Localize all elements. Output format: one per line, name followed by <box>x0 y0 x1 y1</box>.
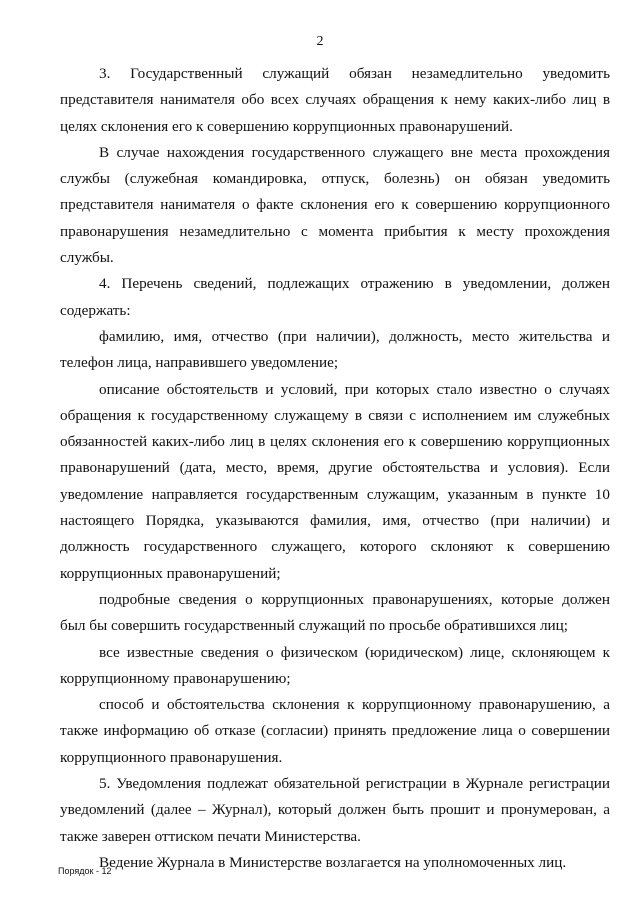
paragraph-item-name: фамилию, имя, отчество (при наличии), должность, место жительства и телефон лица, направившего уведомление; <box>60 327 610 372</box>
footer-label: Порядок - 12 <box>58 866 112 876</box>
paragraph-5-registration: 5. Уведомления подлежат обязательной регистрации в Журнале регистрации уведомлений (далее – Журнал), который должен быть прошит и пронумерован, а также заверен оттиском печати Министерства. <box>60 775 610 845</box>
paragraph-item-offense-details: подробные сведения о коррупционных правонарушениях, которые должен был бы совершить государственный служащий по просьбе обратившихся лиц; <box>60 590 610 635</box>
paragraph-item-person-info: все известные сведения о физическом (юридическом) лице, склоняющем к коррупционному правонарушению; <box>60 643 610 687</box>
paragraph-item-method: способ и обстоятельства склонения к коррупционному правонарушению, а также информацию об отказе (согласии) принять предложение лица о совершении коррупционного правонарушения. <box>60 696 610 766</box>
document-body <box>60 61 610 876</box>
paragraph-item-circumstances: описание обстоятельств и условий, при которых стало известно о случаях обращения к государственному служащему в связи с исполнением им служебных обязанностей каких-либо лиц в целях склонения его к совершению коррупционных правонарушений (дата, место, время, другие обстоятельства и условия). Если уведомление направляется государственным служащим, указанным в пункте 10 настоящего Порядка, указываются фамилия, имя, отчество (при наличии) и должность государственного служащего, которого склоняют к совершению коррупционных правонарушений; <box>60 380 610 582</box>
page-number: 2 <box>316 34 324 49</box>
paragraph-absence-case: В случае нахождения государственного служащего вне места прохождения службы (служебная командировка, отпуск, болезнь) он обязан уведомить представителя нанимателя о факте склонения его к совершению коррупционного правонарушения незамедлительно с момента прибытия к месту прохождения службы. <box>60 143 610 267</box>
paragraph-4-list-heading: 4. Перечень сведений, подлежащих отражению в уведомлении, должен содержать: <box>60 275 610 319</box>
paragraph-3-notification-duty: 3. Государственный служащий обязан незамедлительно уведомить представителя нанимателя обо всех случаях обращения к нему каких-либо лиц в целях склонения его к совершению коррупционных правонарушений. <box>60 65 610 135</box>
paragraph-journal-keeping: Ведение Журнала в Министерстве возлагается на уполномоченных лиц. <box>99 853 567 871</box>
